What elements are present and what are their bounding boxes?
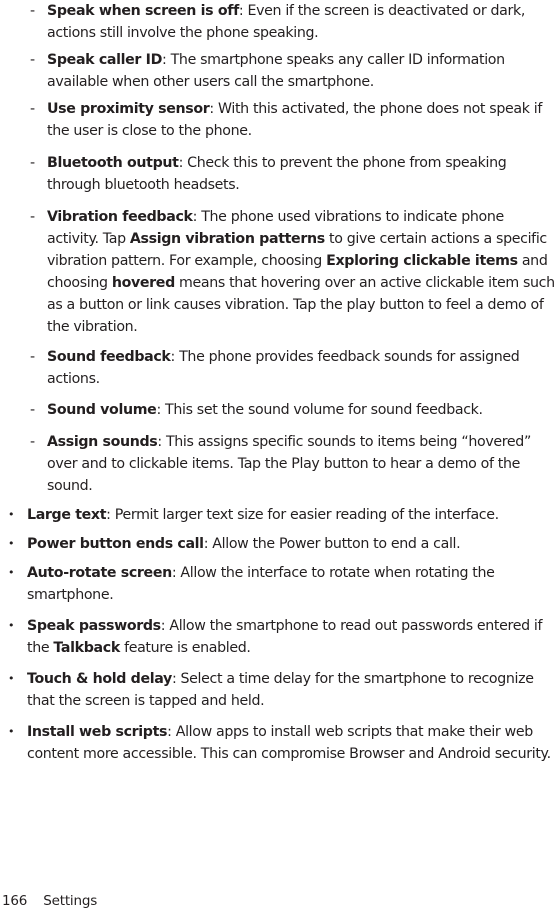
bold-term: Use proximity sensor (47, 101, 210, 117)
list-item (8, 504, 557, 526)
body-text: and choosing (47, 253, 548, 291)
list-item (8, 533, 557, 555)
dash-marker: - (30, 52, 35, 68)
body-text: : Even if the screen is deactivated or dark, actions still involve the phone speaking. (47, 3, 526, 41)
page-footer (2, 893, 97, 909)
bold-term: Sound feedback (47, 349, 171, 365)
bold-term: Large text (27, 507, 107, 523)
sub-list-item (30, 98, 557, 142)
dash-marker: - (30, 101, 35, 117)
dash-marker: - (30, 349, 35, 365)
sub-list-item (30, 0, 557, 44)
sub-list-item (30, 49, 557, 93)
bold-term: Speak when screen is off (47, 3, 239, 19)
bullet-marker: • (8, 619, 15, 632)
dash-marker: - (30, 155, 35, 171)
body-text: : Select a time delay for the smartphone to recognize that the screen is tapped and held. (27, 671, 534, 709)
list-item (8, 615, 557, 659)
bold-term: hovered (111, 275, 175, 291)
bold-term: Vibration feedback (47, 209, 193, 225)
body-text: : The phone used vibrations to indicate phone activity. Tap (47, 209, 504, 247)
body-text: feature is enabled. (119, 640, 251, 656)
bullet-marker: • (8, 672, 15, 685)
body-text: means that hovering over an active clickable item such as a button or link causes vibration. Tap the play button to feel a demo of the vibration. (47, 275, 555, 335)
body-text: : Allow the interface to rotate when rotating the smartphone. (27, 565, 495, 603)
bold-term: Speak caller ID (47, 52, 163, 68)
bullet-marker: • (8, 508, 15, 521)
bold-term: Auto-rotate screen (27, 565, 172, 581)
bold-term: Power button ends call (27, 536, 204, 552)
sub-list-item (30, 431, 557, 497)
bold-term: Exploring clickable items (326, 253, 518, 269)
list-item (8, 668, 557, 712)
body-text: : The phone provides feedback sounds for assigned actions. (47, 349, 520, 387)
page-number: 166 (2, 893, 28, 909)
bullet-marker: • (8, 566, 15, 579)
body-text: : Permit larger text size for easier reading of the interface. (106, 507, 499, 523)
list-item (8, 721, 557, 765)
bold-term: Touch & hold delay (27, 671, 172, 687)
body-text: : This assigns specific sounds to items being “hovered” over and to clickable items. Tap the Play button to hear a demo of the sound. (47, 434, 531, 494)
bold-term: Install web scripts (27, 724, 168, 740)
dash-marker: - (30, 3, 35, 19)
footer-section-title: Settings (43, 893, 98, 909)
dash-marker: - (30, 402, 35, 418)
bold-term: Assign sounds (47, 434, 158, 450)
bold-term: Sound volume (47, 402, 157, 418)
bullet-marker: • (8, 537, 15, 550)
dash-marker: - (30, 209, 35, 225)
list-item (8, 562, 557, 606)
sub-list-item (30, 346, 557, 390)
sub-list-item (30, 152, 557, 196)
bold-term: Talkback (53, 640, 120, 656)
bold-term: Assign vibration patterns (129, 231, 325, 247)
body-text: : The smartphone speaks any caller ID information available when other users call the smartphone. (47, 52, 505, 90)
dash-marker: - (30, 434, 35, 450)
sub-list-item (30, 206, 557, 338)
body-text: : Allow the smartphone to read out passwords entered if the (27, 618, 543, 656)
body-text: : Check this to prevent the phone from speaking through bluetooth headsets. (47, 155, 507, 193)
bold-term: Speak passwords (27, 618, 161, 634)
body-text: : This set the sound volume for sound feedback. (156, 402, 483, 418)
bold-term: Bluetooth output (47, 155, 179, 171)
body-text: : Allow apps to install web scripts that make their web content more accessible. This can compromise Browser and Android security. (27, 724, 551, 762)
body-text: : Allow the Power button to end a call. (203, 536, 461, 552)
body-text: : With this activated, the phone does not speak if the user is close to the phone. (47, 101, 542, 139)
body-text: to give certain actions a specific vibration pattern. For example, choosing (47, 231, 547, 269)
bullet-marker: • (8, 725, 15, 738)
sub-list-item (30, 399, 557, 421)
